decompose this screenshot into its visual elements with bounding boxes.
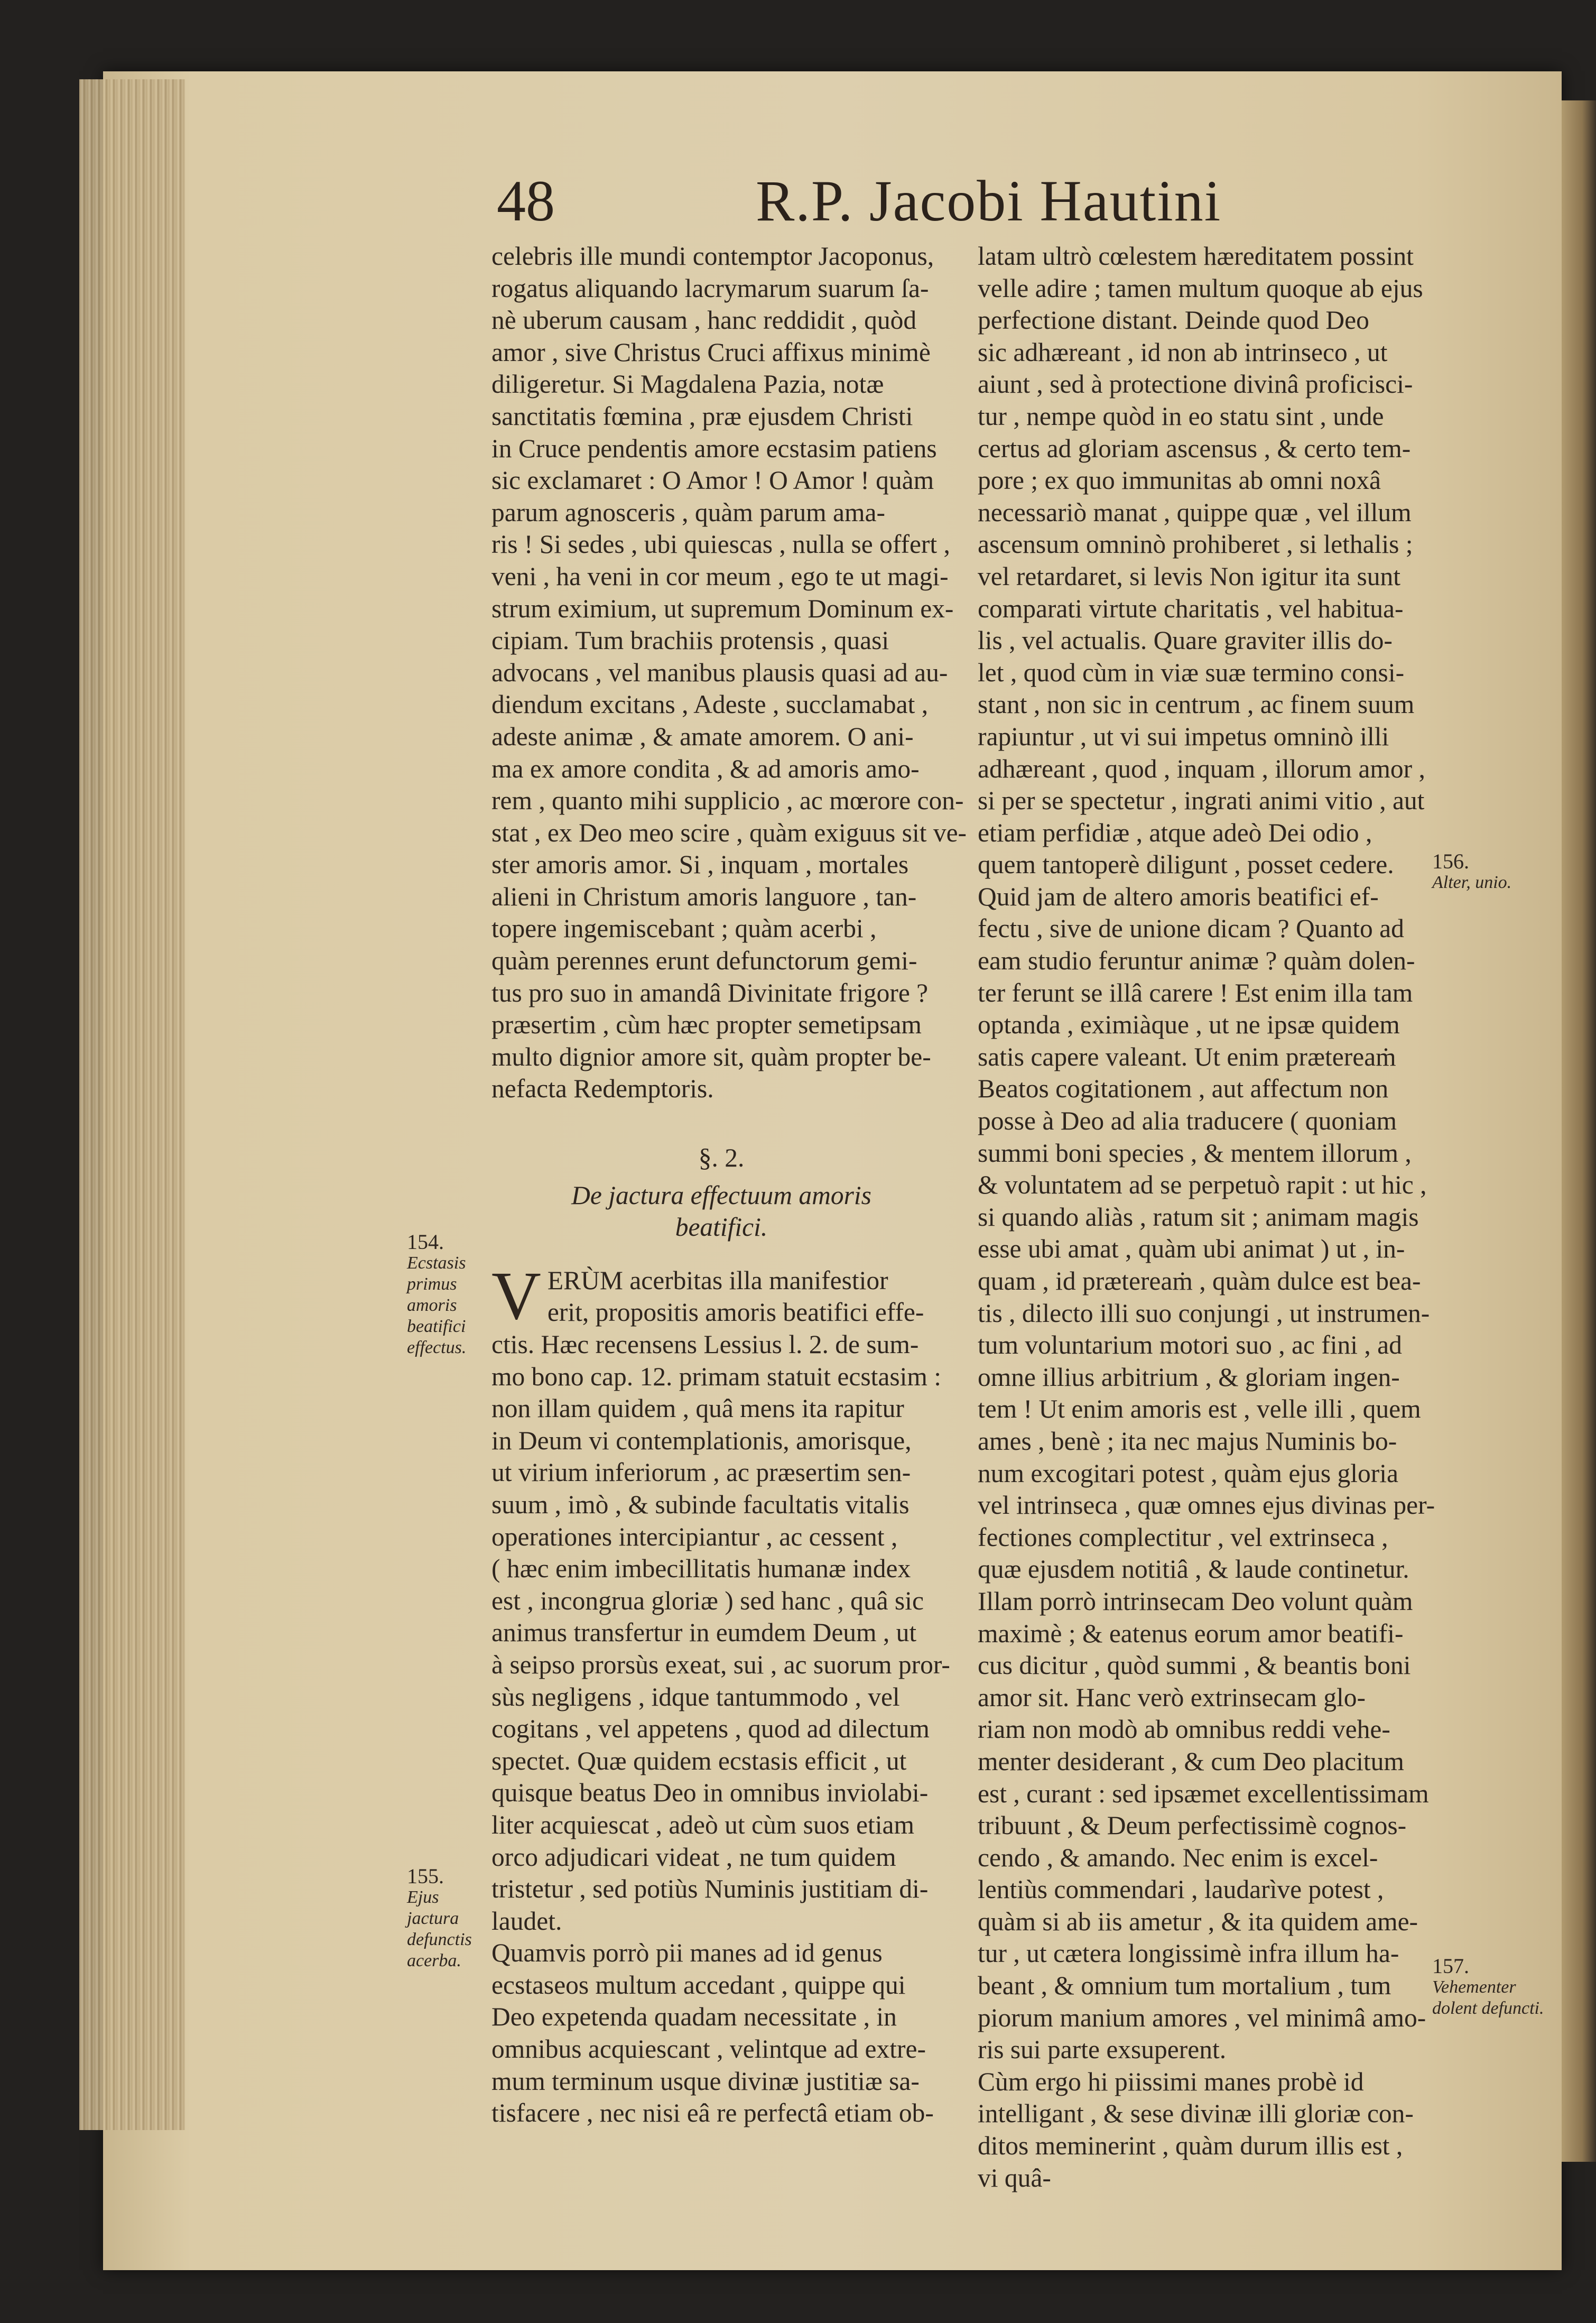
page-header [0,169,1596,246]
text-line: Quamvis porrò pii manes ad id genus [491,1938,883,1968]
text-line: ter ferunt se illâ carere ! Est enim illa tam [978,978,1413,1007]
text-line: etiam perfidiæ , atque adeò Dei odio , [978,818,1372,847]
text-line: si quando aliàs , ratum sit ; animam magis [978,1202,1419,1232]
text-line: ster amoris amor. Si , inquam , mortales [491,850,909,880]
margin-note-text: Vehementer dolent defuncti. [1432,1977,1544,2018]
text-line: multo dignior amore sit, quàm propter be- [491,1042,931,1071]
text-line: menter desiderant , & cum Deo placitum [978,1746,1404,1776]
text-line: erit, propositis amoris beatifici effe- [547,1298,924,1327]
text-line: ctis. Hæc recensens Lessius l. 2. de sum- [491,1330,919,1359]
text-line: tristetur , sed potiùs Numinis justitiam di- [491,1874,929,1904]
text-line: suum , imò , & subinde facultatis vitalis [491,1489,910,1519]
text-line: ris sui parte exsuperent. [978,2035,1227,2065]
text-line: tisfacere , nec nisi eâ re perfectâ etiam ob- [491,2098,934,2128]
text-line: ames , benè ; ita nec majus Numinis bo- [978,1426,1397,1456]
text-line: à seipso prorsùs exeat, sui , ac suorum pror- [491,1650,950,1679]
text-line: pore ; ex quo immunitas ab omni noxâ [978,466,1381,495]
text-line: veni , ha veni in cor meum , ego te ut magi- [491,561,949,591]
right-column [978,240,1435,2194]
text-line: quisque beatus Deo in omnibus inviolabi- [491,1778,929,1808]
text-line: tis , dilecto illi suo conjungi , ut instrumen- [978,1298,1430,1328]
text-line: mo bono cap. 12. primam statuit ecstasim : [491,1362,941,1391]
running-title: R.P. Jacobi Hautini [756,169,1222,233]
text-line: num excogitari potest , quàm ejus gloria [978,1458,1398,1488]
text-line: piorum manium amores , vel minimâ amo- [978,2003,1426,2032]
left-column [491,240,967,2130]
text-line: operationes intercipiantur , ac cessent , [491,1522,898,1551]
text-line: satis capere valeant. Ut enim prætereaṁ [978,1042,1396,1071]
text-line: amor sit. Hanc verò extrinsecam glo- [978,1682,1366,1712]
text-line: nè uberum causam , hanc reddidit , quòd [491,306,917,335]
text-line: adeste animæ , & amate amorem. O ani- [491,721,914,751]
text-line: Illam porrò intrinsecam Deo volunt quàm [978,1586,1413,1616]
text-line: amor , sive Christus Cruci affixus minimè [491,337,931,367]
text-line: advocans , vel manibus plausis quasi ad au- [491,658,948,687]
margin-note-number: 156. [1432,849,1469,873]
section-title-line-1: De jactura effectuum amoris [571,1180,871,1210]
text-line: velle adire ; tamen multum quoque ab ejus [978,273,1423,303]
text-line: diendum excitans , Adeste , succlamabat , [491,690,929,719]
margin-note-text: Alter, unio. [1432,873,1512,892]
text-line: sanctitatis fœmina , præ ejusdem Christi [491,401,913,431]
margin-note-154 [407,1232,486,1358]
text-line: in Deum vi contemplationis, amorisque, [491,1426,912,1455]
text-line: est , incongrua gloriæ ) sed hanc , quâ sic [491,1586,924,1615]
text-line: Cùm ergo hi piissimi manes probè id [978,2067,1364,2096]
text-line: tur , nempe quòd in eo statu sint , unde [978,401,1384,431]
text-line: animus transfertur in eumdem Deum , ut [491,1618,917,1648]
left-column-text-a [491,240,967,1105]
text-line: cipiam. Tum brachiis protensis , quasi [491,626,889,655]
text-line: tem ! Ut enim amoris est , velle illi , quem [978,1394,1421,1424]
text-line: certus ad gloriam ascensus , & certo tem- [978,433,1411,463]
text-line: comparati virtute charitatis , vel habitua- [978,594,1404,623]
text-line: vi quâ- [978,2163,1051,2192]
text-line: cus dicitur , quòd summi , & beantis boni [978,1651,1411,1680]
text-line: ERÙM acerbitas illa manifestior [547,1265,888,1295]
text-line: quàm perennes erunt defunctorum gemi- [491,946,917,976]
text-line: non illam quidem , quâ mens ita rapitur [491,1394,904,1423]
text-line: Quid jam de altero amoris beatifici ef- [978,882,1379,911]
left-column-text-b [491,1257,951,2130]
margin-note-text: Ecstasis primus amoris beatifici effectus. [407,1253,467,1357]
text-line: latam ultrò cœlestem hæreditatem possint [978,242,1414,271]
text-line: necessariò manat , quippe quæ , vel illum [978,497,1412,527]
text-line: perfectione distant. Deinde quod Deo [978,306,1369,335]
text-line: esse ubi amat , quàm ubi animat ) ut , in- [978,1234,1405,1264]
text-line: rogatus aliquando lacrymarum suarum ſa- [491,273,929,303]
text-line: stat , ex Deo meo scire , quàm exiguus sit ve- [491,818,967,847]
text-line: tum voluntarium motori suo , ac fini , ad [978,1330,1402,1360]
text-line: cendo , & amando. Nec enim is excel- [978,1843,1378,1872]
text-line: posse à Deo ad alia traducere ( quoniam [978,1106,1397,1136]
text-line: ma ex amore condita , & ad amoris amo- [491,754,920,783]
text-line: topere ingemiscebant ; quàm acerbi , [491,914,877,943]
right-column-text [978,240,1435,2194]
section-title-line-2: beatifici. [675,1213,768,1242]
text-line: spectet. Quæ quidem ecstasis efficit , ut [491,1746,907,1775]
text-line: sic exclamaret : O Amor ! O Amor ! quàm [491,466,934,495]
text-line: vel intrinseca , quæ omnes ejus divinas per- [978,1491,1435,1520]
text-line: quam , id prætereaṁ , quàm dulce est bea- [978,1266,1421,1295]
text-line: celebris ille mundi contemptor Jacoponus, [491,242,934,271]
text-line: est , curant : sed ipsæmet excellentissimam [978,1779,1429,1808]
text-line: aiunt , sed à protectione divinâ proficisci- [978,369,1413,399]
margin-note-157 [1432,1956,1554,2019]
margin-note-155 [407,1866,486,1972]
page-number: 48 [497,169,555,233]
section-number: §. 2. [698,1143,745,1173]
text-line: quæ ejusdem notitiâ , & laude continetur. [978,1554,1409,1584]
text-line: & voluntatem ad se perpetuò rapit : ut hic , [978,1170,1427,1200]
text-line: nefacta Redemptoris. [491,1074,714,1104]
text-line: mum terminum usque divinæ justitiæ sa- [491,2066,920,2096]
text-line: ecstaseos multum accedant , quippe qui [491,1970,906,2000]
margin-note-text: Ejus jactura defunctis acerba. [407,1887,472,1970]
text-line: Beatos cogitationem , aut affectum non [978,1074,1389,1104]
text-line: fectu , sive de unione dicam ? Quanto ad [978,914,1404,943]
text-line: in Cruce pendentis amore ecstasim patiens [491,433,937,463]
text-line: tus pro suo in amandâ Divinitate frigore ? [491,978,929,1007]
margin-note-156 [1432,851,1554,893]
text-line: lentiùs commendari , laudarìve potest , [978,1875,1384,1904]
text-line: summi boni species , & mentem illorum , [978,1138,1412,1168]
text-line: stant , non sic in centrum , ac finem suum [978,690,1415,719]
text-line: omnibus acquiescant , velintque ad extre- [491,2034,926,2064]
text-line: vel retardaret, si levis Non igitur ita sunt [978,561,1401,591]
text-line: ( hæc enim imbecillitatis humanæ index [491,1554,911,1584]
text-line: orco adjudicari videat , ne tum quidem [491,1842,896,1872]
text-line: si per se spectetur , ingrati animi vitio , aut [978,786,1425,816]
text-line: omne illius arbitrium , & gloriam ingen- [978,1362,1400,1392]
text-line: quàm si ab iis ametur , & ita quidem ame- [978,1906,1418,1936]
page-edges [79,79,185,2130]
text-line: sùs negligens , idque tantummodo , vel [491,1682,900,1711]
text-line: tur , ut cætera longissimè infra illum ha- [978,1939,1399,1968]
text-line: sic adhæreant , id non ab intrinseco , ut [978,337,1388,367]
text-line: rapiuntur , ut vi sui impetus omninò illi [978,721,1389,751]
text-line: ris ! Si sedes , ubi quiescas , nulla se offert , [491,530,950,559]
drop-cap: V [491,1257,541,1334]
text-line: parum agnosceris , quàm parum ama- [491,497,885,527]
text-line: ut virium inferiorum , ac præsertim sen- [491,1458,911,1487]
text-line: lis , vel actualis. Quare graviter illis do- [978,626,1393,655]
margin-note-number: 154. [407,1230,444,1254]
section-body [491,1257,951,2130]
text-line: fectiones complectitur , vel extrinseca , [978,1522,1388,1552]
text-line: Deo expetenda quadam necessitate , in [491,2002,897,2032]
text-line: liter acquiescat , adeò ut cùm suos etiam [491,1810,914,1839]
text-line: ditos meminerint , quàm durum illis est , [978,2131,1403,2161]
text-line: tribuunt , & Deum perfectissimè cognos- [978,1811,1407,1840]
text-line: cogitans , vel appetens , quod ad dilectum [491,1714,930,1744]
text-line: let , quod cùm in viæ suæ termino consi- [978,658,1405,687]
text-line: rem , quanto mihi supplicio , ac mœrore con- [491,786,964,816]
text-line: beant , & omnium tum mortalium , tum [978,1971,1391,2001]
text-line: ascensum omninò prohiberet , si lethalis ; [978,530,1413,559]
text-line: præsertim , cùm hæc propter semetipsam [491,1010,922,1040]
text-line: adhæreant , quod , inquam , illorum amor , [978,754,1425,783]
text-line: alieni in Christum amoris languore , tan- [491,882,917,911]
text-line: intelligant , & sese divinæ illi gloriæ con- [978,2099,1414,2128]
text-line: strum eximium, ut supremum Dominum ex- [491,594,954,623]
text-line: eam studio feruntur animæ ? quàm dolen- [978,946,1415,976]
text-line: riam non modò ab omnibus reddi vehe- [978,1715,1390,1744]
text-line: diligeretur. Si Magdalena Pazia, notæ [491,369,884,399]
margin-note-number: 157. [1432,1954,1469,1978]
margin-note-number: 155. [407,1864,444,1888]
text-line: optanda , eximiàque , ut ne ipsæ quidem [978,1010,1400,1040]
text-line: quem tantoperè diligunt , posset cedere. [978,850,1394,880]
text-line: maximè ; & eatenus eorum amor beatifi- [978,1618,1404,1648]
facing-page-edge [1562,100,1596,2162]
text-line: laudet. [491,1906,562,1936]
